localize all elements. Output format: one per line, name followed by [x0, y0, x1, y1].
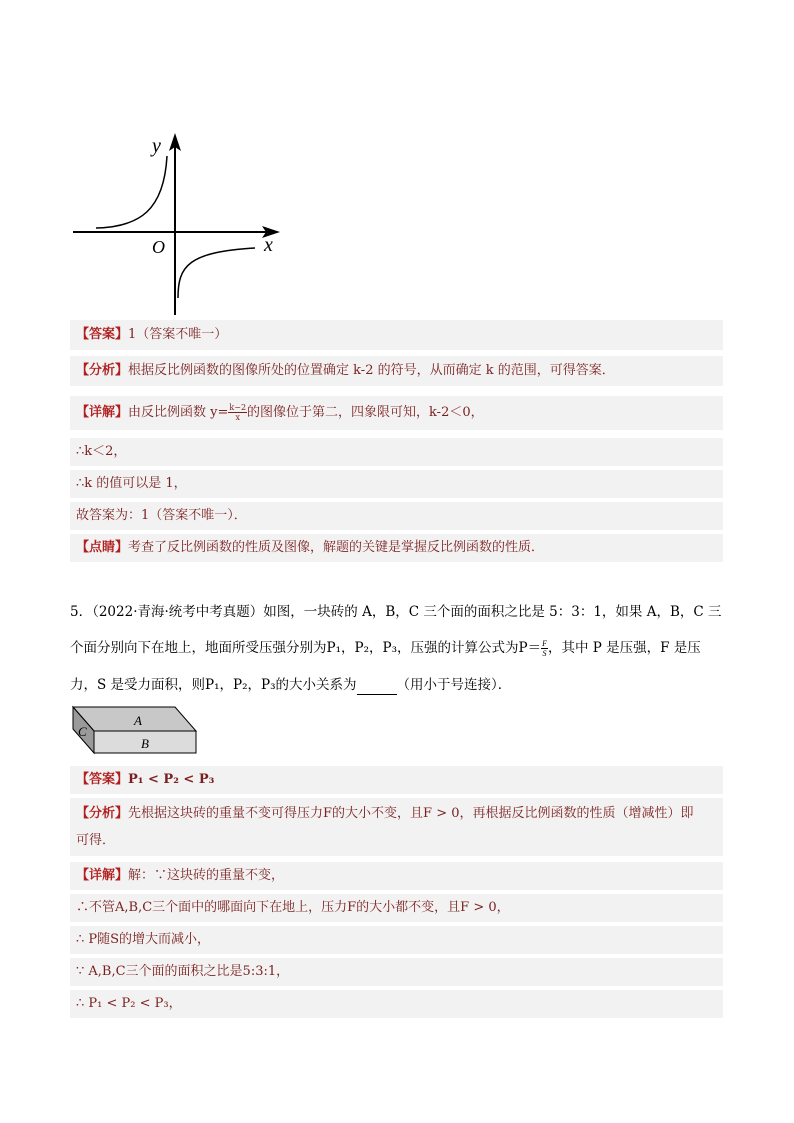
q5-detail-line4: ∵ A,B,C三个面的面积之比是5:3:1，: [70, 958, 723, 986]
q5-line2: [70, 638, 726, 658]
detail-text: 解：∵这块砖的重量不变，: [128, 868, 285, 883]
y-label: y: [152, 135, 161, 157]
q4-analysis-row: [70, 356, 723, 386]
answer-text: 1（答案不唯一）: [128, 327, 228, 342]
analysis-text-1: 先根据这块砖的重量不变可得压力F的大小不变，且F > 0，再根据反比例函数的性质（增减性）即: [128, 806, 694, 821]
analysis-tag: 【分析】: [76, 806, 129, 821]
curve-quadrant-4: [178, 248, 255, 298]
detail-post: 的图像位于第二，四象限可知，k-2＜0，: [247, 405, 484, 420]
detail-tag: 【详解】: [76, 405, 129, 420]
q5-detail-line2: ∴不管A,B,C三个面中的哪面向下在地上，压力F的大小都不变，且F > 0，: [70, 894, 723, 922]
q5-line2-post: ，其中 P 是压强，F 是压: [547, 640, 701, 656]
analysis-text-2: 可得．: [76, 833, 116, 848]
answer-tag: 【答案】: [76, 772, 129, 787]
x-label: x: [264, 234, 273, 256]
comment-tag: 【点睛】: [76, 540, 129, 555]
fraction-k2-x: $\frac{k-2}{x}$: [229, 403, 247, 422]
brick-figure: [70, 704, 200, 756]
q5-detail-line5: ∴ P₁ < P₂ < P₃，: [70, 990, 723, 1018]
q4-line2: ∴k＜2，: [70, 438, 723, 466]
q5-line3: [70, 675, 726, 695]
q4-line3: ∴k 的值可以是 1，: [70, 470, 723, 498]
q5-line1: 5．（2022·青海·统考中考真题）如图，一块砖的 A，B，C 三个面的面积之比是 5：3：1，如果 A，B，C 三: [70, 604, 722, 620]
q4-answer-row: [70, 320, 723, 350]
detail-tag: 【详解】: [76, 868, 129, 883]
q5-detail-row: [70, 862, 723, 890]
answer-blank: [357, 680, 397, 695]
curve-quadrant-2: [96, 156, 167, 228]
q5-line2-pre: 个面分别向下在地上，地面所受压强分别为P₁，P₂，P₃，压强的计算公式为P＝: [70, 640, 542, 656]
detail-pre: 由反比例函数 y=: [128, 405, 229, 420]
q5-line3-pre: 力，S 是受力面积，则P₁，P₂，P₃的大小关系为: [70, 677, 357, 693]
q4-detail-row: [70, 396, 723, 430]
brick-label-b: B: [141, 736, 149, 751]
q5-analysis-row: [70, 798, 723, 856]
q4-line4: 故答案为：1（答案不唯一）．: [70, 502, 723, 530]
brick-label-c: C: [78, 724, 87, 739]
answer-tag: 【答案】: [76, 327, 129, 342]
comment-text: 考查了反比例函数的性质及图像，解题的关键是掌握反比例函数的性质．: [128, 540, 545, 555]
q5-detail-line3: ∴ P随S的增大而减小，: [70, 926, 723, 954]
q5-answer-row: [70, 766, 723, 794]
analysis-text: 根据反比例函数的图像所处的位置确定 k-2 的符号，从而确定 k 的范围，可得答案．: [128, 363, 615, 378]
analysis-tag: 【分析】: [76, 363, 129, 378]
answer-text: P₁ < P₂ < P₃: [128, 772, 215, 787]
q5-line3-post: （用小于号连接）．: [396, 677, 512, 693]
fraction-f-s: $\frac{F}{S}$: [542, 639, 547, 658]
brick-label-a: A: [134, 713, 142, 728]
hyperbola-graph: [70, 130, 290, 320]
q4-comment-row: [70, 534, 723, 562]
origin-label: O: [152, 237, 165, 257]
